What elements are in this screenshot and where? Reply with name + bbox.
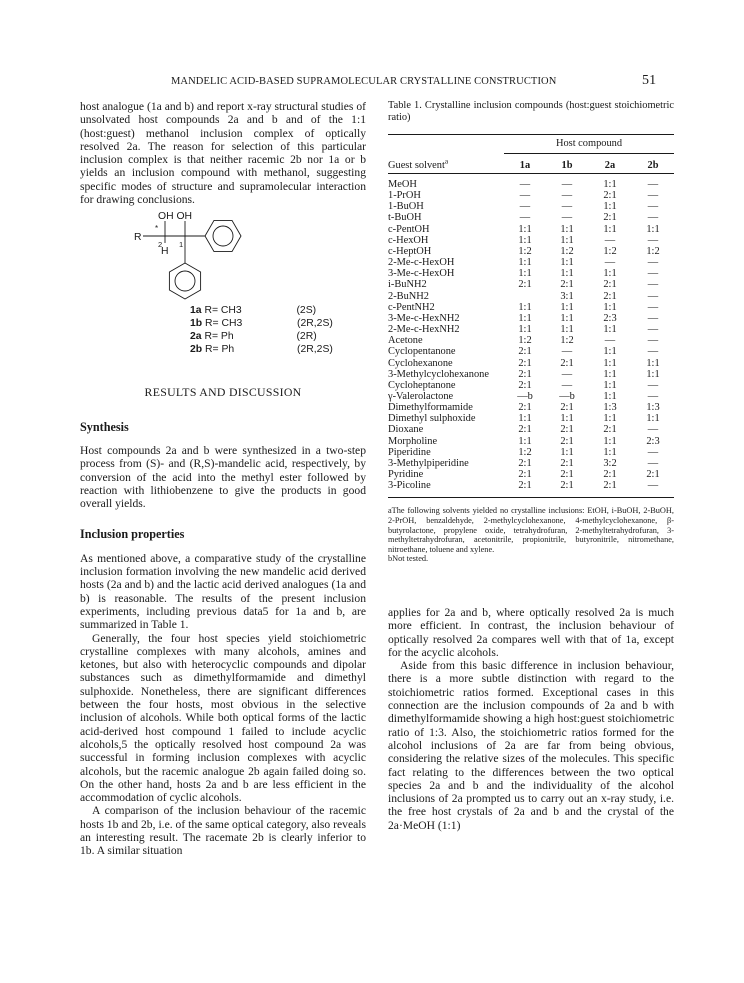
ratio-cell: — — [647, 290, 659, 302]
right-paragraph-2: Aside from this basic difference in inclusion behaviour, there is a more subtle distinction with regard to the stoichiometric ratios formed. Exceptional cases in this connection are the inclusion compounds of 2a and b with dimethylformamide showing a high host:guest stoichiometric ratio of 1:3. Also, the stoichiometric ratios formed for the alcohol inclusions of 2a are far from being obvious, considering the relative sizes of the molecules. This specific fact relating to the differences between the two optical species 2a and b and the individuality of the alcohol inclusions of 2a prompted us to carry out an x-ray study, i.e. the free host crystals of 2a and b and the crystal of the 2a·MeOH (1:1) — [388, 659, 674, 832]
ratio-cell: — — [561, 212, 573, 224]
table-footnotes — [388, 506, 674, 564]
ratio-cell: 1:1 — [518, 257, 532, 269]
ratio-cell: 1:1 — [603, 390, 617, 402]
oh-labels: OH OH — [158, 211, 193, 223]
table-row — [388, 358, 674, 369]
guest-solvent-cell: Cycloheptanone — [388, 379, 456, 391]
guest-solvent-cell: Acetone — [388, 335, 423, 347]
ratio-cell: — — [647, 346, 659, 358]
ratio-cell: 2:1 — [560, 279, 574, 291]
ratio-cell — [504, 291, 546, 302]
table-row — [388, 190, 674, 201]
ratio-cell: 1:1 — [518, 301, 532, 313]
guest-solvent-cell: Dioxane — [388, 424, 424, 436]
ratio-cell: 2:1 — [518, 379, 532, 391]
ratio-cell: — — [647, 234, 659, 246]
ratio-cell: 2:1 — [603, 480, 617, 492]
table-row — [388, 246, 674, 257]
ratio-cell: — — [647, 301, 659, 313]
ratio-cell: 2:1 — [560, 402, 574, 414]
ratio-cell: 1:1 — [646, 368, 660, 380]
guest-solvent-cell: 3-Picoline — [388, 480, 431, 492]
ratio-cell: 1:1 — [518, 324, 532, 336]
guest-solvent-cell: Piperidine — [388, 446, 431, 458]
compound-labels — [190, 304, 333, 356]
ratio-cell: 2:3 — [603, 312, 617, 324]
ratio-cell: 2:1 — [518, 346, 532, 358]
guest-solvent-cell: 3-Methylpiperidine — [388, 457, 469, 469]
position-2-label: 2 — [158, 240, 163, 250]
ratio-cell: 1:1 — [560, 268, 574, 280]
table-row — [388, 224, 674, 235]
ratio-cell: — — [647, 324, 659, 336]
ratio-cell: — — [647, 424, 659, 436]
ratio-cell: — — [561, 368, 573, 380]
table-row — [388, 436, 674, 447]
ratio-cell: — — [519, 179, 531, 190]
ratio-cell: — — [561, 346, 573, 358]
stereo-mark: * — [155, 224, 159, 234]
ratio-cell: 1:1 — [603, 179, 617, 190]
ratio-cell: — — [647, 335, 659, 347]
footnote-b: bNot tested. — [388, 554, 429, 564]
ratio-cell: 2:1 — [518, 402, 532, 414]
ratio-cell: 2:1 — [518, 480, 532, 492]
ratio-cell: — — [604, 257, 616, 269]
ratio-cell: 1:2 — [518, 335, 532, 347]
inclusion-paragraph-2: Generally, the four host species yield stoichiometric crystalline complexes with many alcohols, amines and ketones, but also with heterocyclic compounds and dipolar substances such as dimethylformamide and dimethyl sulphoxide. Nonetheless, there are significant differences between the four hosts, most obvious in the selective inclusion of alcohols. While both optical forms of the lactic acid-derived host compound 1 failed to include acyclic alcohols,5 the optically resolved host compound 2a was successful in forming inclusion complexes with acyclic alcohols, but the racemic analogue 2b again failed doing so. On the other hand, hosts 2a and b are less efficient in the accommodation of cyclic alcohols. — [80, 631, 366, 805]
ratio-cell: — — [519, 212, 531, 224]
ratio-cell: — — [647, 212, 659, 224]
ratio-cell: 1:1 — [560, 413, 574, 425]
ratio-cell: 2:1 — [560, 357, 574, 369]
ratio-cell: — — [519, 190, 531, 202]
ratio-cell: 1:1 — [560, 257, 574, 269]
left-column — [80, 100, 366, 858]
table-row — [388, 447, 674, 458]
guest-solvent-cell: 3-Methylcyclohexanone — [388, 368, 489, 380]
ratio-cell: — — [561, 190, 573, 202]
page-number: 51 — [642, 73, 657, 88]
ratio-cell: 1:1 — [646, 413, 660, 425]
table-1 — [388, 100, 674, 564]
ratio-cell: 2:1 — [560, 457, 574, 469]
ratio-cell: 2:1 — [518, 424, 532, 436]
ratio-cell: — — [647, 446, 659, 458]
ratio-cell: 2:1 — [603, 279, 617, 291]
ratio-cell: 1:2 — [560, 335, 574, 347]
table-bottom-rule — [388, 491, 674, 498]
inclusion-paragraph-3: A comparison of the inclusion behaviour of the racemic hosts 1b and 2b, i.e. of the same optical category, also reveals an interesting result. The racemate 2b is clearly inferior to 1b. A similar situation — [80, 804, 366, 858]
guest-solvent-cell: Pyridine — [388, 469, 424, 481]
ratio-cell: 1:1 — [603, 368, 617, 380]
ratio-cell: — — [647, 390, 659, 402]
ratio-cell: 1:1 — [518, 223, 532, 235]
ratio-cell: 2:1 — [518, 457, 532, 469]
table-row — [388, 313, 674, 324]
ratio-cell: 1:1 — [518, 234, 532, 246]
col-2a-header: 2a — [604, 159, 616, 171]
ratio-cell: 1:1 — [560, 324, 574, 336]
ratio-cell: — — [561, 179, 573, 190]
ratio-cell: 1:1 — [560, 234, 574, 246]
ratio-cell: 1:1 — [603, 301, 617, 313]
ratio-cell: — — [604, 234, 616, 246]
ratio-cell: 2:1 — [560, 435, 574, 447]
table-row — [388, 257, 674, 268]
table-row — [388, 480, 674, 491]
table-row — [388, 201, 674, 212]
ratio-cell: 1:1 — [603, 446, 617, 458]
footnote-a: aThe following solvents yielded no crystalline inclusions: EtOH, i-BuOH, 2-BuOH, 2-PrOH, benzaldehyde, 2-methylcyclohexanone, 4-methylcyclohexanone, β-butyrolactone, propylene oxide, tetrahydrofuran, 2-methyltetrahydrofuran, 3-methyltetrahydrofuran, acetonitrile, propionitrile, butyronitrile, nitromethane, nitroethane, toluene and xylene. — [388, 506, 674, 554]
ratio-cell: 1:2 — [518, 446, 532, 458]
ratio-cell: 2:1 — [603, 290, 617, 302]
table-row — [388, 413, 674, 424]
table-row — [388, 212, 674, 223]
results-heading: RESULTS AND DISCUSSION — [144, 385, 302, 400]
ratio-cell: 1:1 — [603, 357, 617, 369]
r-label: R — [134, 232, 142, 244]
ratio-cell: 1:1 — [603, 268, 617, 280]
ratio-cell: 2:1 — [603, 469, 617, 481]
ratio-cell: 1:2 — [646, 245, 660, 257]
ratio-cell: 1:3 — [646, 402, 660, 414]
ratio-cell: 1:1 — [603, 346, 617, 358]
table-row — [388, 179, 674, 190]
host-compound-header: Host compound — [555, 138, 623, 150]
guest-solvent-cell: c-HeptOH — [388, 245, 432, 257]
ratio-cell: — — [647, 379, 659, 391]
table-row — [388, 324, 674, 335]
right-column-text — [388, 606, 674, 832]
table-body — [388, 179, 674, 491]
ratio-cell: 2:1 — [560, 480, 574, 492]
ratio-cell: 1:2 — [560, 245, 574, 257]
compound-2a: 2a R= Ph (2R) — [190, 331, 317, 343]
structure-diagram — [80, 208, 366, 304]
running-title: MANDELIC ACID-BASED SUPRAMOLECULAR CRYSTALLINE CONSTRUCTION — [171, 76, 557, 87]
ratio-cell: — — [519, 201, 531, 213]
ratio-cell: 1:1 — [603, 201, 617, 213]
guest-solvent-cell: 1-PrOH — [388, 190, 421, 202]
guest-solvent-cell: 2-Me-c-HexNH2 — [388, 324, 460, 336]
compound-1b: 1b R= CH3 (2R,2S) — [190, 318, 333, 330]
ratio-cell: 1:2 — [603, 245, 617, 257]
guest-solvent-cell: MeOH — [388, 179, 417, 190]
ratio-cell: 1:1 — [603, 324, 617, 336]
guest-solvent-cell: 2-BuNH2 — [388, 290, 429, 302]
guest-solvent-cell: t-BuOH — [388, 212, 422, 224]
guest-solvent-cell: Dimethylformamide — [388, 402, 473, 414]
table-row — [388, 380, 674, 391]
inclusion-table — [388, 135, 674, 498]
col-1b-header: 1b — [561, 159, 573, 171]
guest-solvent-cell: Cyclohexanone — [388, 357, 453, 369]
ratio-cell: 1:1 — [518, 268, 532, 280]
table-row — [388, 335, 674, 346]
guest-solvent-header: Guest solvent$^a$ — [388, 157, 449, 171]
table-row — [388, 469, 674, 480]
guest-solvent-cell: Cyclopentanone — [388, 346, 456, 358]
ratio-cell: 1:1 — [560, 223, 574, 235]
synthesis-paragraph: Host compounds 2a and b were synthesized in a two-step process from (S)- and (R,S)-mandelic acid, respectively, by conversion of the acid into the methyl ester followed by reaction with lithiobenzene to give the products in good overall yields. — [80, 443, 366, 511]
ratio-cell: 1:1 — [646, 357, 660, 369]
ratio-cell: 2:3 — [646, 435, 660, 447]
guest-solvent-cell: c-HexOH — [388, 234, 429, 246]
ratio-cell: 1:1 — [603, 223, 617, 235]
ratio-cell: — — [561, 201, 573, 213]
ratio-cell: 1:3 — [603, 402, 617, 414]
compound-1a: 1a R= CH3 (2S) — [190, 305, 317, 317]
col-1a-header: 1a — [519, 159, 531, 171]
ratio-cell: 1:1 — [518, 413, 532, 425]
ratio-cell: — — [647, 201, 659, 213]
ratio-cell: — — [647, 480, 659, 492]
ratio-cell: 1:1 — [603, 379, 617, 391]
table-row — [388, 369, 674, 380]
ratio-cell: 1:1 — [560, 312, 574, 324]
ratio-cell: 3:1 — [560, 290, 574, 302]
table-caption: Table 1. Crystalline inclusion compounds (host:guest stoichiometric ratio) — [388, 100, 674, 123]
guest-solvent-cell: i-BuNH2 — [388, 279, 427, 291]
guest-solvent-cell: c-PentNH2 — [388, 301, 435, 313]
ratio-cell: 1:1 — [560, 446, 574, 458]
table-row — [388, 402, 674, 413]
ratio-cell: 2:1 — [603, 212, 617, 224]
table-row — [388, 302, 674, 313]
ratio-cell: — — [647, 279, 659, 291]
guest-solvent-cell: Morpholine — [388, 435, 438, 447]
table-row — [388, 458, 674, 469]
ratio-cell: 2:1 — [518, 469, 532, 481]
ratio-cell: — — [647, 268, 659, 280]
guest-solvent-cell: γ-Valerolactone — [388, 390, 454, 402]
guest-solvent-cell: Dimethyl sulphoxide — [388, 413, 476, 425]
table-row — [388, 268, 674, 279]
ratio-cell: — — [647, 457, 659, 469]
chemical-structure — [80, 208, 366, 368]
synthesis-heading: Synthesis — [80, 419, 129, 434]
ratio-cell: — — [561, 379, 573, 391]
ratio-cell: 1:1 — [518, 435, 532, 447]
ratio-cell: 1:1 — [603, 413, 617, 425]
guest-solvent-cell: c-PentOH — [388, 223, 430, 235]
ratio-cell: 2:1 — [518, 368, 532, 380]
table-row — [388, 391, 674, 402]
ratio-cell: 2:1 — [560, 424, 574, 436]
inclusion-paragraph-1: As mentioned above, a comparative study of the crystalline inclusion formation involving the new mandelic acid derived hosts (2a and b) and the lactic acid derived analogues (1a and b) is reasonable. The results of the present inclusion experiments, including previous data5 for 1a and b, are summarized in Table 1. — [80, 551, 366, 632]
ratio-cell: — — [647, 179, 659, 190]
guest-solvent-cell: 2-Me-c-HexOH — [388, 257, 455, 269]
ratio-cell: 3:2 — [603, 457, 617, 469]
ratio-cell: 1:1 — [518, 312, 532, 324]
guest-solvent-cell: 3-Me-c-HexOH — [388, 268, 455, 280]
ratio-cell: 1:1 — [560, 301, 574, 313]
ratio-cell: — — [604, 335, 616, 347]
inclusion-heading: Inclusion properties — [80, 527, 185, 542]
ratio-cell: 2:1 — [518, 357, 532, 369]
h-label: H — [161, 246, 169, 258]
table-row — [388, 424, 674, 435]
table-header-row — [388, 158, 674, 174]
ratio-cell: 2:1 — [646, 469, 660, 481]
ratio-cell: 2:1 — [518, 279, 532, 291]
ratio-cell: — — [647, 312, 659, 324]
table-row — [388, 346, 674, 357]
right-paragraph-1: applies for 2a and b, where optically resolved 2a is much more efficient. In contrast, the inclusion behaviour of optically resolved 2a compares well with that of 1a, except for the acyclic alcohols. — [388, 606, 674, 659]
ratio-cell: 2:1 — [603, 190, 617, 202]
ratio-cell: — — [647, 190, 659, 202]
guest-solvent-cell: 1-BuOH — [388, 201, 424, 213]
ratio-cell: —b — [517, 390, 533, 402]
ratio-cell: 1:1 — [646, 223, 660, 235]
table-row — [388, 235, 674, 246]
table-row — [388, 291, 674, 302]
col-2b-header: 2b — [647, 159, 659, 171]
ratio-cell: — — [647, 257, 659, 269]
ratio-cell: 1:2 — [518, 245, 532, 257]
aromatic-circle-bottom — [175, 271, 195, 291]
ratio-cell: 2:1 — [603, 424, 617, 436]
aromatic-circle-right — [213, 226, 233, 246]
table-group-row — [388, 135, 674, 153]
phenyl-ring-bottom — [169, 263, 200, 299]
position-1-label: 1 — [179, 240, 184, 250]
guest-solvent-cell: 3-Me-c-HexNH2 — [388, 312, 460, 324]
ratio-cell: 1:1 — [603, 435, 617, 447]
ratio-cell: —b — [559, 390, 575, 402]
compound-2b: 2b R= Ph (2R,2S) — [190, 344, 333, 356]
phenyl-ring-right — [205, 221, 241, 252]
ratio-cell: 2:1 — [560, 469, 574, 481]
intro-paragraph: host analogue (1a and b) and report x-ray structural studies of unsolvated host compounds 2a and b and of the 1:1 (host:guest) methanol inclusion complex of optically resolved 2a. The reason for selection of this particular inclusion complex is that neither racemic 2b nor 1a or b yields an inclusion compound with methanol, suggesting specific modes of structure and supramolecular interaction for drawing conclusions. — [80, 100, 366, 207]
table-row — [388, 279, 674, 290]
